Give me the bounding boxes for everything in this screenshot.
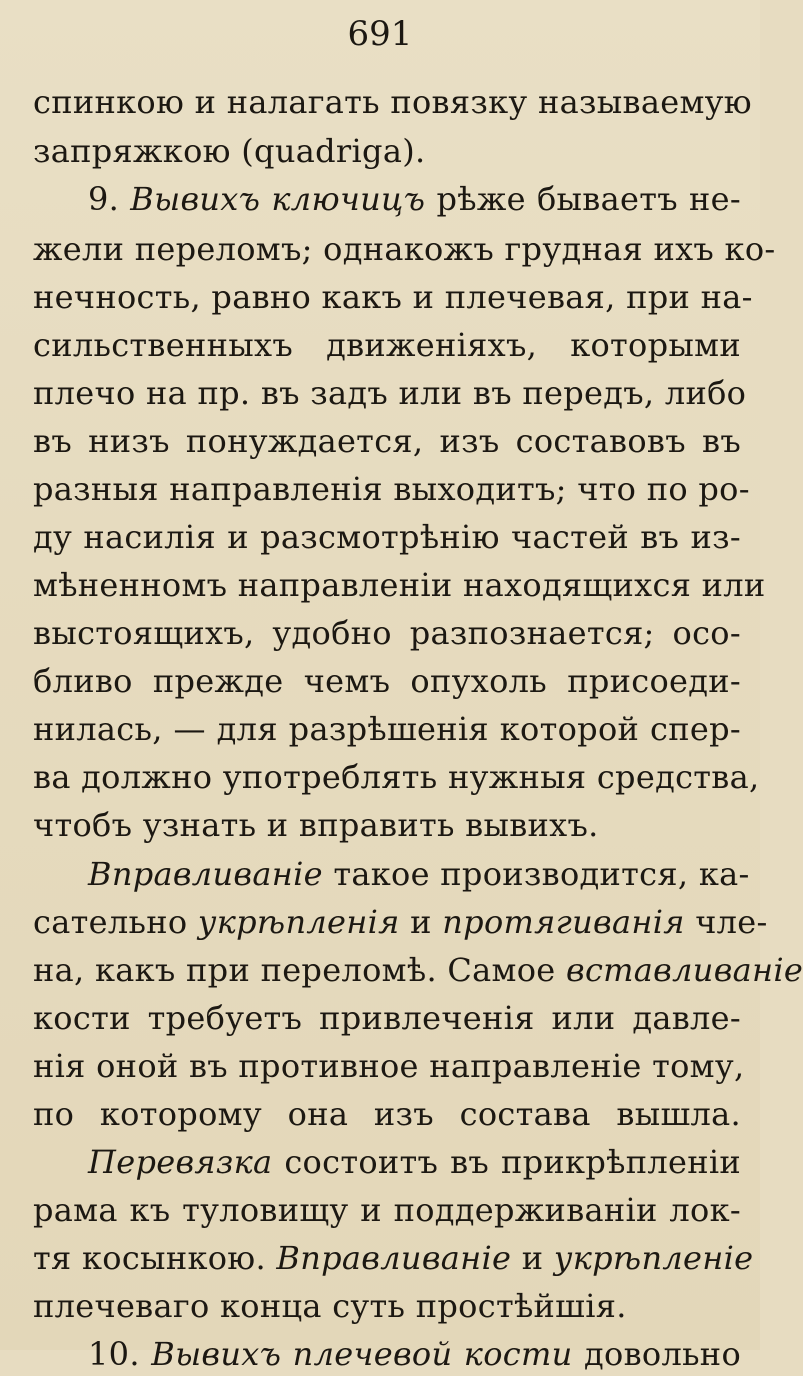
- text-line: [33, 371, 747, 415]
- text-line: [33, 80, 752, 124]
- text-line: [33, 948, 803, 992]
- text-line: [33, 707, 741, 751]
- text-line: [33, 467, 750, 511]
- page-number: 691: [347, 14, 413, 54]
- text-segment: запряжкою (quadriga).: [33, 132, 426, 170]
- italic-text: Вывихъ ключицъ: [130, 180, 426, 218]
- text-segment: мѣненномъ направленіи находящихся или: [33, 566, 766, 604]
- text-segment: чтобъ узнать и вправить вывихъ.: [33, 806, 599, 844]
- text-segment: такое производится, ка-: [322, 855, 750, 893]
- italic-text: Вправливаніе: [276, 1239, 512, 1277]
- text-segment: довольно: [572, 1335, 742, 1373]
- text-segment: ва должно употреблять нужныя средства,: [33, 758, 760, 796]
- italic-text: Вывихъ плечевой кости: [151, 1335, 573, 1373]
- text-segment: нечность, равно какъ и плечевая, при на-: [33, 278, 753, 316]
- text-line: [88, 852, 750, 896]
- text-line: [33, 323, 741, 367]
- text-line: [33, 129, 741, 173]
- text-segment: тя косынкою.: [33, 1239, 277, 1277]
- text-line: [33, 803, 741, 847]
- text-segment: состоитъ въ прикрѣпленіи: [272, 1143, 741, 1181]
- text-line: [33, 1284, 741, 1328]
- text-line: [33, 1188, 741, 1232]
- text-segment: жели переломъ; однакожъ грудная ихъ ко-: [33, 230, 776, 268]
- text-line: [88, 1140, 741, 1184]
- text-segment: и: [511, 1239, 554, 1277]
- italic-text: Перевязка: [88, 1143, 273, 1181]
- text-segment: по которому она изъ состава вышла.: [33, 1095, 741, 1133]
- text-line: [33, 563, 766, 607]
- italic-text: укрѣпленіе: [553, 1239, 754, 1277]
- text-segment: 10.: [88, 1335, 152, 1373]
- text-line: [33, 900, 768, 944]
- text-line: [33, 515, 741, 559]
- text-segment: разныя направленія выходитъ; что по ро-: [33, 470, 750, 508]
- text-segment: на, какъ при переломѣ. Самое: [33, 951, 567, 989]
- text-line: [33, 1236, 754, 1280]
- text-line: [33, 755, 760, 799]
- text-segment: ду насилія и разсмотрѣнію частей въ из-: [33, 518, 741, 556]
- text-segment: 9.: [88, 180, 131, 218]
- text-segment: и: [399, 903, 443, 941]
- text-segment: сильственныхъ движеніяхъ, которыми: [33, 326, 741, 364]
- text-line: [33, 227, 776, 271]
- text-segment: кости требуетъ привлеченія или давле-: [33, 999, 741, 1037]
- text-line: [33, 275, 753, 319]
- text-segment: выстоящихъ, удобно разпознается; осо-: [33, 614, 741, 652]
- text-line: [33, 659, 741, 703]
- text-segment: плечо на пр. въ задъ или въ передъ, либо: [33, 374, 747, 412]
- text-segment: спинкою и налагать повязку называемую: [33, 83, 752, 121]
- text-line: [33, 611, 741, 655]
- text-line: [88, 177, 741, 221]
- text-line: [88, 1332, 741, 1376]
- text-line: [33, 996, 741, 1040]
- text-line: [33, 1044, 745, 1088]
- text-segment: рѣже бываетъ не-: [425, 180, 741, 218]
- text-segment: нилась, — для разрѣшенія которой спер-: [33, 710, 741, 748]
- italic-text: Вправливаніе: [88, 855, 323, 893]
- italic-text: вставливаніе: [566, 951, 803, 989]
- italic-text: укрѣпленія: [197, 903, 400, 941]
- text-line: [33, 419, 741, 463]
- text-segment: плечеваго конца суть простѣйшія.: [33, 1287, 627, 1325]
- text-segment: бливо прежде чемъ опухоль присоеди-: [33, 662, 741, 700]
- text-segment: чле-: [684, 903, 768, 941]
- text-segment: сательно: [33, 903, 198, 941]
- text-line: [33, 1092, 741, 1136]
- text-segment: рама къ туловищу и поддерживаніи лок-: [33, 1191, 741, 1229]
- text-segment: въ низъ понуждается, изъ составовъ въ: [33, 422, 741, 460]
- italic-text: протягиванія: [442, 903, 685, 941]
- text-segment: нія оной въ противное направленіе тому,: [33, 1047, 745, 1085]
